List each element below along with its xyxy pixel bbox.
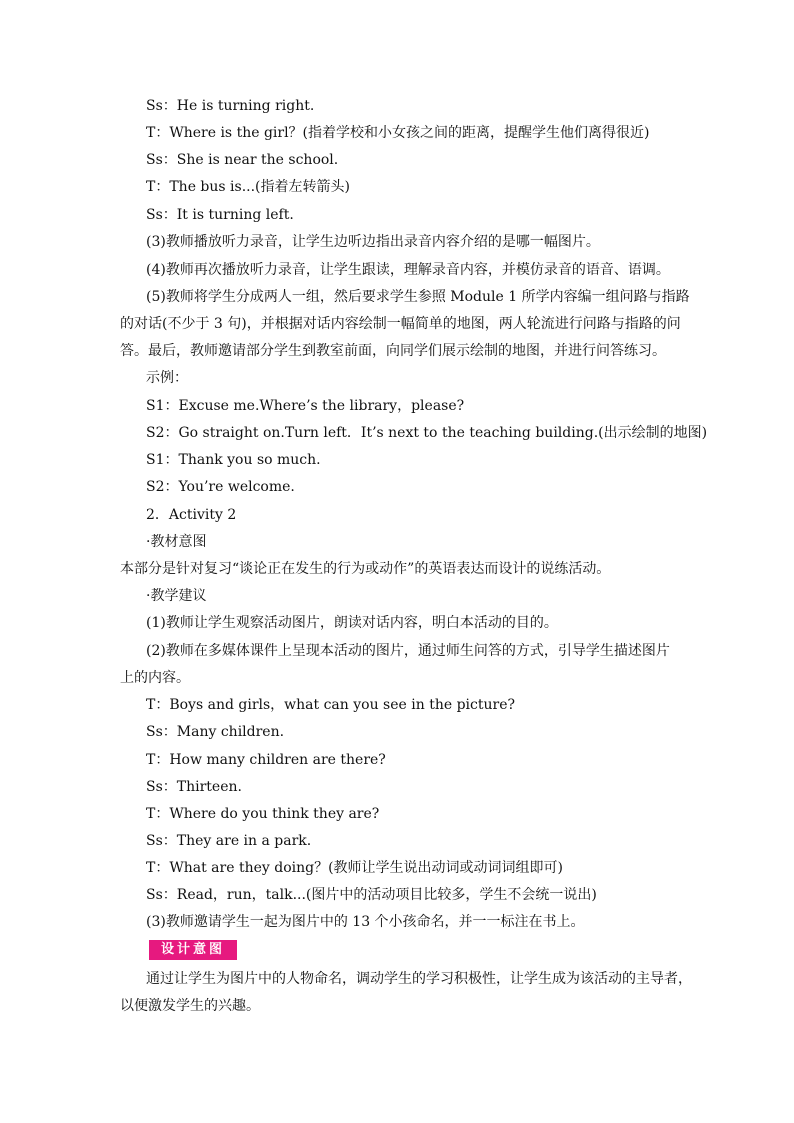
paragraph-line: 本部分是针对复习“谈论正在发生的行为或动作”的英语表达而设计的说练活动。 [120,561,611,577]
dialogue-line: T：What are they doing？(教师让学生说出动词或动词词组即可) [146,860,563,876]
paragraph-line: 通过让学生为图片中的人物命名，调动学生的学习积极性，让学生成为该活动的主导者， [146,971,692,987]
subsection-heading: ·教材意图 [146,534,207,550]
dialogue-line: T：How many children are there? [146,752,386,768]
paragraph-line: (1)教师让学生观察活动图片，朗读对话内容，明白本活动的目的。 [146,615,558,631]
dialogue-line: T：Where is the girl？(指着学校和小女孩之间的距离，提醒学生他们离得很近) [146,125,650,141]
dialogue-line: T：Where do you think they are? [146,806,380,822]
dialogue-line: Ss：He is turning right. [146,98,315,114]
design-intent-badge: 设计意图 [149,940,237,960]
paragraph-line: (3)教师播放听力录音，让学生边听边指出录音内容介绍的是哪一幅图片。 [146,234,600,250]
dialogue-line: T：The bus is...(指着左转箭头) [146,179,350,195]
paragraph-line: 答。最后，教师邀请部分学生到教室前面，向同学们展示绘制的地图，并进行问答练习。 [120,343,666,359]
subsection-heading: ·教学建议 [146,588,207,604]
dialogue-line: Ss：She is near the school. [146,152,339,168]
dialogue-line: Ss：Many children. [146,724,285,740]
paragraph-line: (3)教师邀请学生一起为图片中的 13 个小孩命名，并一一标注在书上。 [146,914,585,930]
dialogue-line: S1：Excuse me.Where’s the library，please? [146,398,465,414]
section-heading: 2．Activity 2 [146,507,237,523]
dialogue-line: Ss：They are in a park. [146,833,312,849]
dialogue-line: Ss：Thirteen. [146,779,242,795]
paragraph-line: (4)教师再次播放听力录音，让学生跟读，理解录音内容，并模仿录音的语音、语调。 [146,262,670,278]
example-heading: 示例： [146,370,188,386]
dialogue-line: S2：Go straight on.Turn left．It’s next to the teaching building.(出示绘制的地图) [146,425,708,441]
dialogue-line: Ss：Read，run，talk...(图片中的活动项目比较多，学生不会统一说出) [146,887,597,903]
dialogue-line: S2：You’re welcome. [146,479,295,495]
paragraph-line: (2)教师在多媒体课件上呈现本活动的图片，通过师生问答的方式，引导学生描述图片 [146,643,670,659]
paragraph-line: 上的内容。 [120,670,190,686]
paragraph-line: 以便激发学生的兴趣。 [120,998,260,1014]
paragraph-line: 的对话(不少于 3 句)，并根据对话内容绘制一幅简单的地图，两人轮流进行问路与指路的问 [120,316,681,332]
paragraph-line: (5)教师将学生分成两人一组，然后要求学生参照 Module 1 所学内容编一组问路与指路 [146,289,690,305]
dialogue-line: T：Boys and girls，what can you see in the picture? [146,697,515,713]
dialogue-line: S1：Thank you so much. [146,452,321,468]
dialogue-line: Ss：It is turning left. [146,207,294,223]
